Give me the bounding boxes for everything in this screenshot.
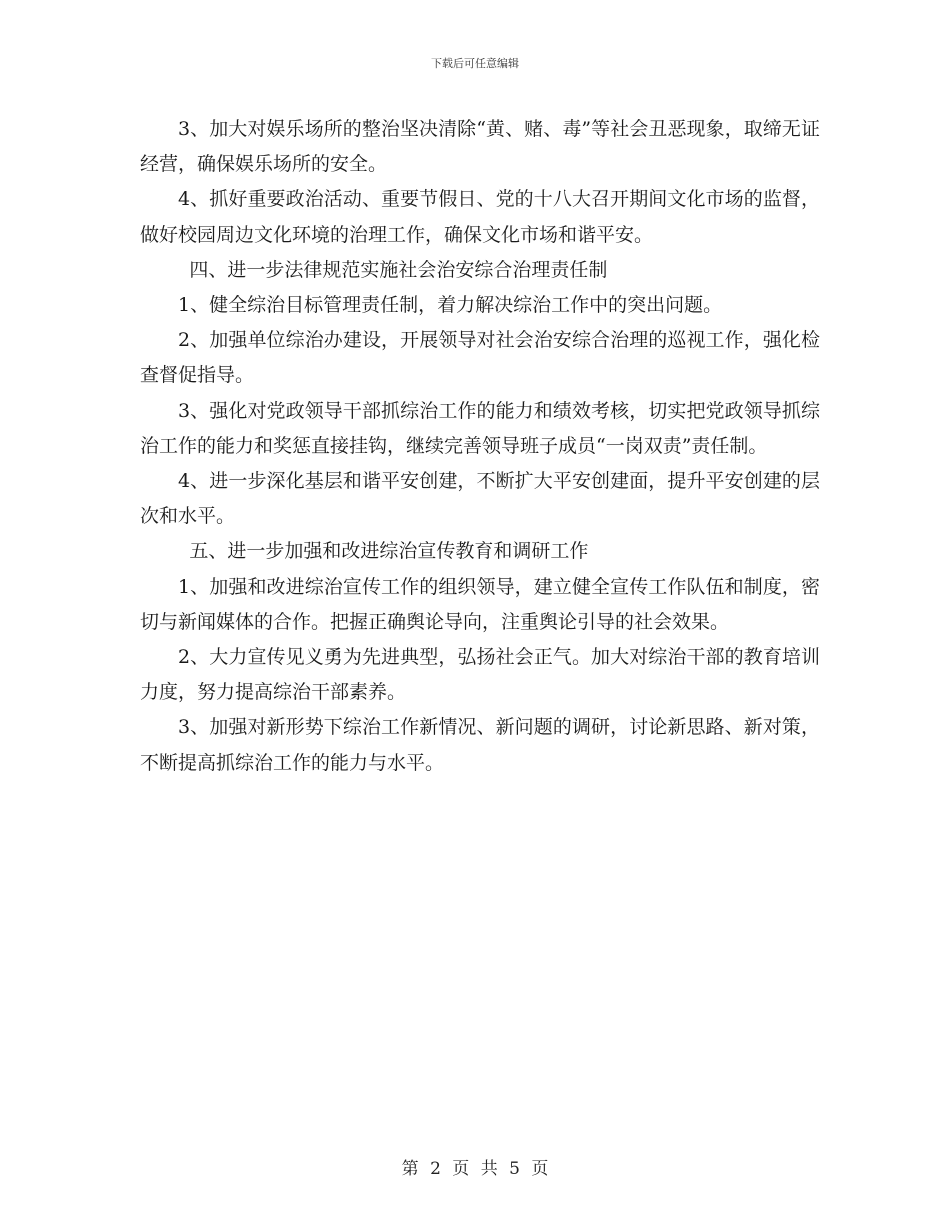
page-number: 第 2 页 共 5 页	[401, 1159, 549, 1179]
paragraph-item-4-cultural-market: 4、抓好重要政治活动、重要节假日、党的十八大召开期间文化市场的监督，做好校园周边文化环境的治理工作，确保文化市场和谐平安。	[140, 188, 820, 246]
document-body	[140, 112, 820, 781]
paragraph-item-3-research: 3、加强对新形势下综治工作新情况、新问题的调研，讨论新思路、新对策，不断提高抓综治工作的能力与水平。	[140, 716, 820, 774]
section-heading-4: 四、进一步法律规范实施社会治安综合治理责任制	[189, 258, 608, 281]
page-header-note: 下载后可任意编辑	[431, 57, 519, 70]
paragraph-item-2-heroism: 2、大力宣传见义勇为先进典型，弘扬社会正气。加大对综治干部的教育培训力度，努力提高综治干部素养。	[140, 646, 820, 704]
section-heading-5: 五、进一步加强和改进综治宣传教育和调研工作	[189, 540, 589, 563]
paragraph-item-4-grassroots: 4、进一步深化基层和谐平安创建，不断扩大平安创建面，提升平安创建的层次和水平。	[140, 470, 820, 528]
paragraph-item-1-publicity: 1、加强和改进综治宣传工作的组织领导，建立健全宣传工作队伍和制度，密切与新闻媒体的合作。把握正确舆论导向，注重舆论引导的社会效果。	[140, 575, 820, 633]
paragraph-item-3-assessment: 3、强化对党政领导干部抓综治工作的能力和绩效考核，切实把党政领导抓综治工作的能力和奖惩直接挂钩，继续完善领导班子成员“一岗双责”责任制。	[140, 399, 820, 457]
paragraph-item-3-entertainment: 3、加大对娱乐场所的整治坚决清除“黄、赌、毒”等社会丑恶现象，取缔无证经营，确保娱乐场所的安全。	[140, 118, 820, 176]
paragraph-item-1-responsibility: 1、健全综治目标管理责任制，着力解决综治工作中的突出问题。	[178, 294, 723, 317]
paragraph-item-2-office-building: 2、加强单位综治办建设，开展领导对社会治安综合治理的巡视工作，强化检查督促指导。	[140, 329, 820, 387]
